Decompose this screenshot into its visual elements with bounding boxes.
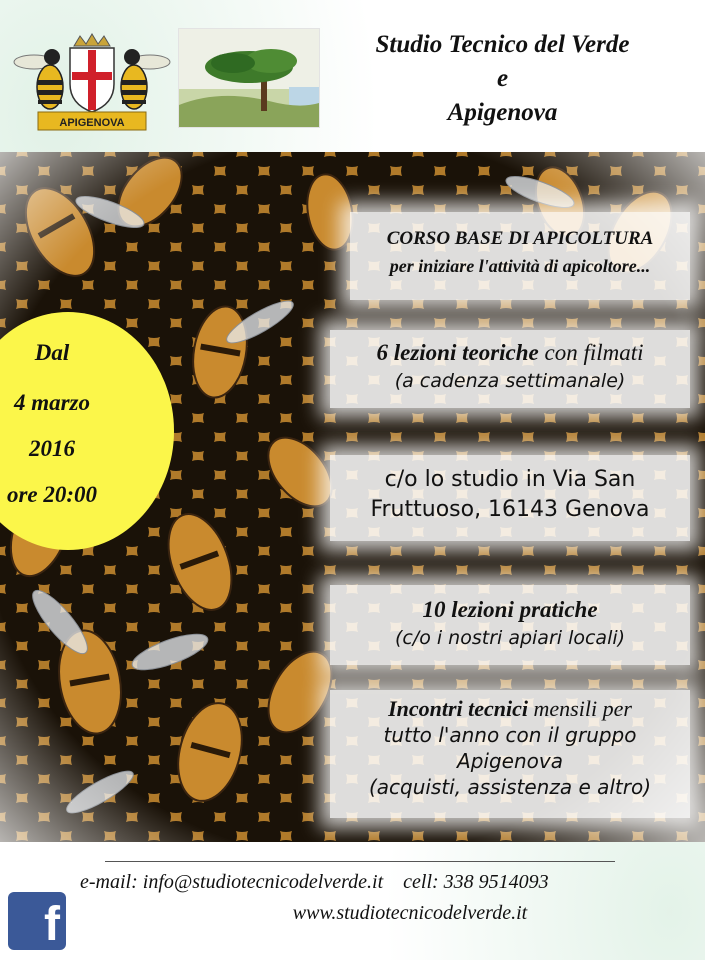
meetings-panel — [330, 690, 690, 818]
website-link[interactable]: www.studiotecnicodelverde.it — [292, 902, 528, 924]
facebook-icon[interactable]: f — [8, 892, 66, 950]
date-line-1: Dal — [34, 340, 70, 365]
theory-bold: 6 lezioni teoriche — [376, 340, 539, 365]
meetings-bold: Incontri tecnici — [388, 696, 529, 721]
location-line-1: c/o lo studio in Via San — [384, 467, 636, 492]
contact-line — [80, 871, 660, 894]
theory-panel — [330, 330, 690, 408]
logo-label: APIGENOVA — [59, 117, 125, 129]
date-line-4: ore 20:00 — [6, 482, 98, 507]
practice-line-1: 10 lezioni pratiche — [422, 597, 598, 622]
meetings-rest: mensili per — [528, 696, 632, 721]
page-title — [320, 28, 685, 130]
theory-line-2: (a cadenza settimanale) — [394, 370, 626, 392]
location-line-2: Fruttuoso, 16143 Genova — [370, 497, 650, 522]
practice-panel — [330, 585, 690, 665]
meetings-line-3: Apigenova — [457, 749, 563, 773]
meetings-line-4: (acquisti, assistenza e altro) — [368, 775, 652, 799]
cell-label: cell: — [403, 871, 439, 893]
title-line-2: e — [496, 65, 509, 92]
course-panel — [350, 212, 690, 300]
email-label: e-mail: — [80, 871, 138, 893]
date-line-2: 4 marzo — [13, 390, 91, 415]
apigenova-logo — [12, 32, 172, 132]
tree-logo — [178, 28, 320, 128]
footer-divider — [105, 861, 615, 862]
date-line-3: 2016 — [29, 436, 75, 461]
cell-number: 338 9514093 — [443, 871, 549, 893]
title-line-3: Apigenova — [447, 99, 558, 126]
location-panel — [330, 455, 690, 541]
course-title: CORSO BASE DI APICOLTURA — [386, 228, 654, 249]
course-subtitle: per iniziare l'attività di apicoltore... — [389, 256, 651, 276]
title-line-1: Studio Tecnico del Verde — [375, 31, 630, 58]
practice-line-2: (c/o i nostri apiari locali) — [394, 627, 626, 649]
theory-rest: con filmati — [538, 340, 644, 365]
meetings-line-2: tutto l'anno con il gruppo — [383, 723, 637, 747]
email-link[interactable]: info@studiotecnicodelverde.it — [142, 871, 384, 893]
